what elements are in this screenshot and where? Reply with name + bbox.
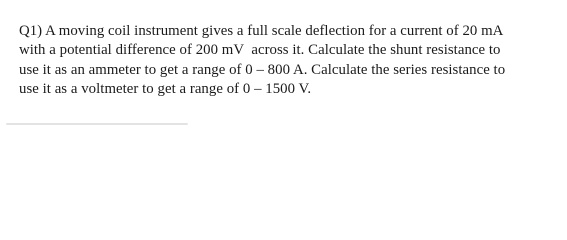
question-text	[19, 22, 559, 100]
divider	[6, 123, 188, 125]
question-line-2: with a potential difference of 200 mV across it. Calculate the shunt resistance to	[19, 42, 501, 59]
question-line-1: Q1) A moving coil instrument gives a full scale deflection for a current of 20 mA	[19, 23, 504, 39]
question-line-4: use it as a voltmeter to get a range of 0 – 1500 V.	[19, 81, 312, 98]
question-line-3: use it as an ammeter to get a range of 0 – 800 A. Calculate the series resistance to	[19, 61, 506, 78]
